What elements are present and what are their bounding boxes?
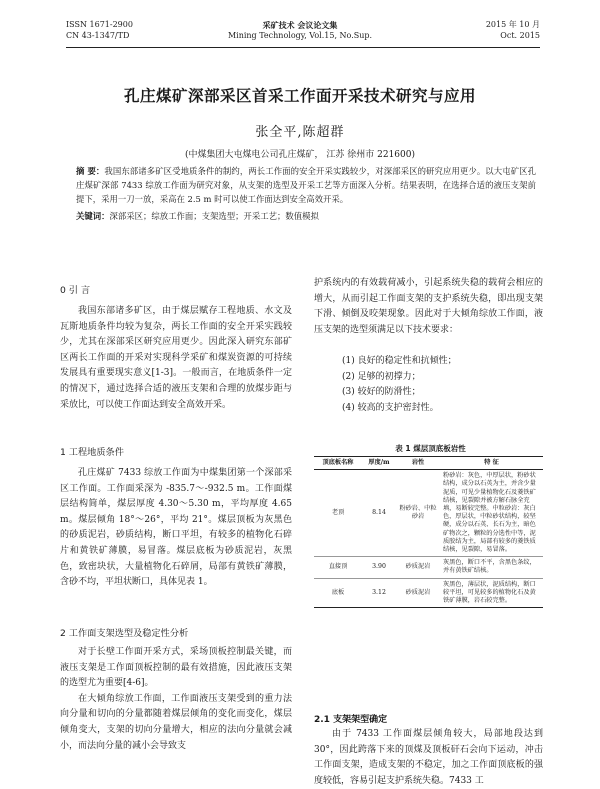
sec1-body: [60, 466, 292, 591]
header-cn: CN 43-1347/TD: [66, 31, 130, 40]
authors: 张全平,陈超群: [255, 125, 345, 140]
sub21-paragraph: 由于 7433 工作面煤层倾角较大，局部地段达到 30°，因此跨落下来的顶煤及顶板矸石会向下运动，冲击工作面支架，造成支架的不稳定，加之工作面顶底板的强度较低，容易引起支护系统失稳。7433 工: [314, 729, 543, 786]
table1: [314, 456, 543, 608]
header-issn: ISSN 1671-2900: [66, 20, 133, 29]
header-journal-en: Mining Technology, Vol.15, No.Sup.: [227, 31, 373, 40]
header-month: Oct. 2015: [500, 31, 540, 40]
intro-heading: 0 引 言: [60, 285, 91, 296]
table1-header-rock: 岩性: [411, 459, 425, 466]
right-paragraph: 护系统内的有效载荷减小，引起系统失稳的载荷会相应的增大，从而引起工作面支架的支护系统失稳，即出现支架下滑、倾倒及咬架现象。因此对于大倾角综放工作面，液压支架的选型须满足以下技术要求：: [314, 278, 543, 335]
table-cell: 底板: [331, 588, 345, 596]
header-year: 2015 年 10 月: [485, 20, 540, 29]
keywords-text: 深部采区；综放工作面；支架选型；开采工艺；数值模拟: [109, 211, 319, 221]
keywords: [76, 209, 536, 223]
table-cell: 直接顶: [328, 563, 348, 571]
table-cell: 粉砂岩：灰色，中厚层状，粉砂状结构，成分以石英为主，并含少量泥质，可见少量植物化石及菱铁矿结核，见裂隙并被方解石脉全充填，易断较完整。中粒砂岩：灰白色，厚层状，中粒砂状结构，较坚硬，成分以石英、长石为主，暗色矿物次之，颗粒的分选性中等，泥质胶结为主，局部有较多的菱铁质结核，见裂隙，易冒落。: [443, 472, 536, 554]
sec2-paragraph-2: 在大倾角综放工作面，工作面液压支架受到的重力法向分量和切向的分量都随着煤层倾角的变化而变化，煤层倾角变大，支架的切向分量增大，相应的法向分量就会减小，而法向分量的减小会导致支: [60, 693, 292, 751]
table-row: [314, 578, 543, 608]
table-cell: 8.14: [372, 509, 386, 517]
abstract-label: 摘 要：: [76, 166, 105, 176]
keywords-label: 关键词：: [76, 211, 110, 221]
intro-paragraph: 我国东部诸多矿区，由于煤层赋存工程地质、水文及瓦斯地质条件均较为复杂，两长工作面的安全开采实践较少，尤其在深部采区研究应用更少。因此深入研究东部矿区两长工作面的开采对实现科学采矿和煤炭资源的可持续发展具有重要现实意义[1-3]。一般而言，在地质条件一定的情况下，通过选择合适的液压支架和合理的放煤步距与采放比，可以使工作面达到安全高效开采。: [60, 306, 292, 410]
requirement-item: (3) 较好的防滑性；: [342, 387, 421, 398]
sub21-heading: 2.1 支架架型确定: [314, 715, 388, 725]
table1-caption: 表 1 煤层顶底板岩性: [395, 444, 466, 453]
table1-header-row: [314, 457, 543, 470]
table-cell: 老顶: [331, 509, 345, 517]
requirement-item: (2) 足够的初撑力；: [342, 371, 421, 382]
right-body: [314, 276, 543, 338]
table1-header-thickness: 厚度/m: [368, 459, 390, 466]
table-row: [314, 470, 543, 557]
requirement-item: (1) 良好的稳定性和抗倾性；: [342, 356, 457, 366]
sec1-paragraph: 孔庄煤矿 7433 综放工作面为中煤集团第一个深部采区工作面。工作面采深为 -835.7～-932.5 m。工作面煤层结构简单，煤层厚度 4.30～5.30 m，平均厚度 4.65 m。煤层倾角 18°～26°，平均 21°。煤层顶板为灰黑色的砂质泥岩，砂质结构，断口平坦，有较多的植物化石碎片和黄铁矿薄膜，易冒落。煤层底板为砂质泥岩，灰黑色，致密块状，大量植物化石碎屑，局部有黄铁矿薄膜，含砂不均，平坦状断口，具体见表 1。: [60, 468, 292, 588]
table-cell: 砂质泥岩: [405, 588, 431, 596]
abstract-text: 我国东部诸多矿区受地质条件的制约，两长工作面的安全开采实践较少，对深部采区的研究应用更少。以大屯矿区孔庄煤矿深部 7433 综放工作面为研究对象，从支架的选型及开采工艺等方面深入分析。结果表明，在选择合适的液压支架前提下，采用一刀一放，采高在 2.5 m 时可以使工作面达到安全高效开采。: [76, 166, 536, 204]
sec2-paragraph-1: 对于长壁工作面开采方式，采场顶板控制最关键，而液压支架是工作面顶板控制的最有效措施，因此液压支架的选型尤为重要[4-6]。: [60, 647, 292, 689]
table1-header-name: 顶底板名称: [322, 459, 354, 466]
sec1-heading: 1 工程地质条件: [60, 447, 124, 458]
table-cell: 3.12: [372, 588, 386, 596]
sec2-body: [60, 645, 292, 754]
table-cell: 3.90: [372, 563, 386, 571]
requirement-item: (4) 较高的支护密封性。: [342, 402, 439, 413]
table-row: [314, 557, 543, 578]
abstract: [76, 164, 536, 206]
header-rule: [66, 47, 540, 48]
sec2-heading: 2 工作面支架选型及稳定性分析: [60, 628, 189, 639]
table-cell: 粉砂岩、中粒砂岩: [399, 505, 437, 521]
intro-body: [60, 304, 292, 413]
paper-title: 孔庄煤矿深部采区首采工作面开采技术研究与应用: [123, 87, 476, 105]
table1-header-feature: 特 征: [484, 459, 499, 466]
requirements-list: [328, 354, 543, 416]
table-cell: 砂质泥岩: [405, 563, 431, 571]
sub21-body: [314, 727, 543, 789]
header-journal-cn: 采矿技术 会议论文集: [262, 20, 338, 30]
table-cell: 灰黑色，断口不平，含黑色条纹，并有黄铁矿结核。: [443, 559, 536, 575]
table-cell: 灰黑色，薄层状，泥质结构，断口较平坦，可见较多的植物化石及黄铁矿薄膜，岩石较完整。: [443, 580, 536, 605]
affiliation: (中煤集团大屯煤电公司孔庄煤矿， 江苏 徐州市 221600): [185, 150, 415, 160]
